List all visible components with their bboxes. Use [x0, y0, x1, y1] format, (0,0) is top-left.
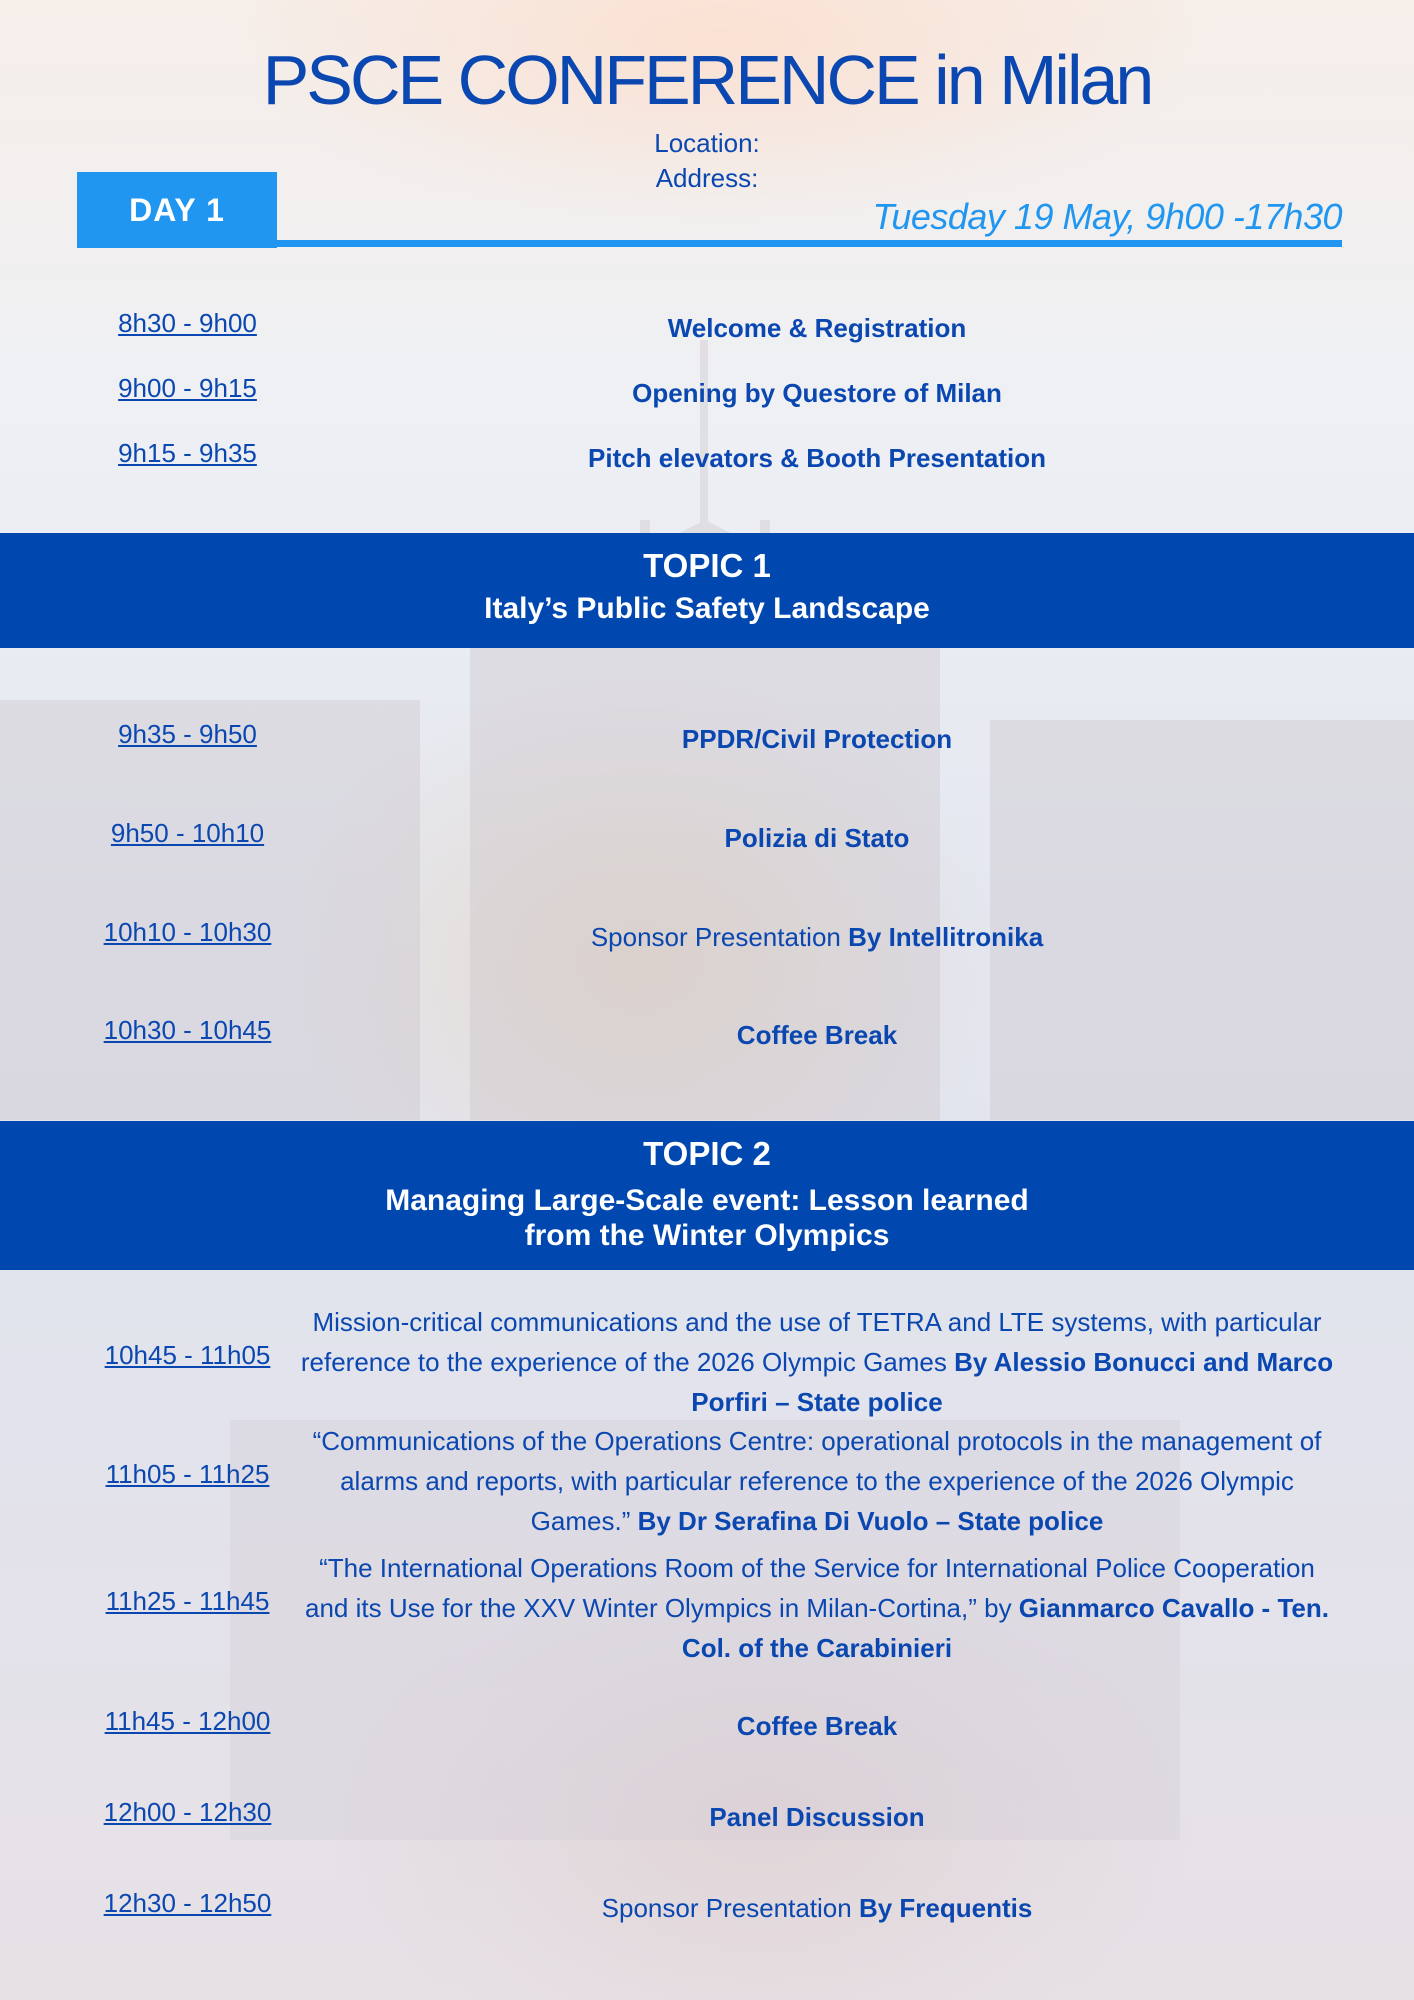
time-link[interactable]: 10h30 - 10h45 — [103, 1015, 272, 1045]
time-link[interactable]: 9h00 - 9h15 — [118, 373, 257, 403]
session-text: Sponsor Presentation — [590, 922, 849, 952]
session-title: Opening by Questore of Milan — [632, 378, 1002, 408]
session-speaker: By Frequentis — [858, 1893, 1033, 1923]
session-speaker: By Alessio Bonucci and Marco Porfiri – State police — [691, 1347, 1334, 1417]
session-text: “The International Operations Room of the Service for International Police Cooperation and its Use for the XXV Winter Olympics in Milan-Cortina,” by — [305, 1553, 1315, 1623]
topic-2-banner — [0, 1121, 1414, 1270]
time-link[interactable]: 8h30 - 9h00 — [118, 308, 257, 338]
topic-title-line1: Managing Large-Scale event: Lesson learned — [385, 1184, 1029, 1217]
topic-1-banner — [0, 533, 1414, 648]
time-link[interactable]: 9h35 - 9h50 — [118, 719, 257, 749]
time-link[interactable]: 11h05 - 11h25 — [105, 1459, 270, 1489]
session-speaker: By Intellitronika — [848, 922, 1044, 952]
topic-label: TOPIC 1 — [643, 547, 771, 584]
session-title: Pitch elevators & Booth Presentation — [588, 443, 1046, 473]
session-text: Sponsor Presentation — [601, 1893, 859, 1923]
session-title: PPDR/Civil Protection — [681, 724, 953, 754]
session-title: Panel Discussion — [709, 1802, 925, 1832]
session-text: Mission-critical communications and the use of TETRA and LTE systems, with particular reference to the experience of the 2026 Olympic Games — [300, 1307, 1322, 1377]
session-description — [300, 1548, 1334, 1668]
topic-title: Italy’s Public Safety Landscape — [484, 592, 930, 625]
time-link[interactable]: 11h25 - 11h45 — [105, 1586, 270, 1616]
session-title: Coffee Break — [736, 1020, 898, 1050]
day-tab: DAY 1 — [77, 172, 277, 248]
day-divider — [77, 240, 1342, 247]
address-label: Address: — [655, 163, 759, 193]
session-speaker: Gianmarco Cavallo - Ten. Col. of the Carabinieri — [681, 1593, 1329, 1663]
session-title: Coffee Break — [736, 1711, 898, 1741]
topic-label: TOPIC 2 — [643, 1135, 771, 1172]
session-speaker: By Dr Serafina Di Vuolo – State police — [637, 1506, 1104, 1536]
day-date-time: Tuesday 19 May, 9h00 -17h30 — [872, 196, 1342, 237]
session-description — [300, 1421, 1334, 1541]
page-title: PSCE CONFERENCE in Milan — [262, 41, 1152, 119]
session-text: “Communications of the Operations Centre: operational protocols in the management of alarms and reports, with particular reference to the experience of the 2026 Olympic Games.” — [312, 1426, 1322, 1536]
time-link[interactable]: 10h10 - 10h30 — [103, 917, 272, 947]
time-link[interactable]: 12h30 - 12h50 — [103, 1888, 272, 1918]
time-link[interactable]: 11h45 - 12h00 — [104, 1706, 271, 1736]
time-link[interactable]: 9h15 - 9h35 — [118, 438, 257, 468]
topic-title-line2: from the Winter Olympics — [524, 1219, 890, 1252]
location-label: Location: — [654, 128, 760, 158]
session-description — [300, 1302, 1334, 1422]
session-description — [300, 917, 1334, 957]
session-title: Welcome & Registration — [667, 313, 967, 343]
time-link[interactable]: 9h50 - 10h10 — [110, 818, 265, 848]
time-link[interactable]: 10h45 - 11h05 — [104, 1340, 271, 1370]
session-title: Polizia di Stato — [724, 823, 910, 853]
session-description — [300, 1888, 1334, 1928]
time-link[interactable]: 12h00 - 12h30 — [103, 1797, 272, 1827]
